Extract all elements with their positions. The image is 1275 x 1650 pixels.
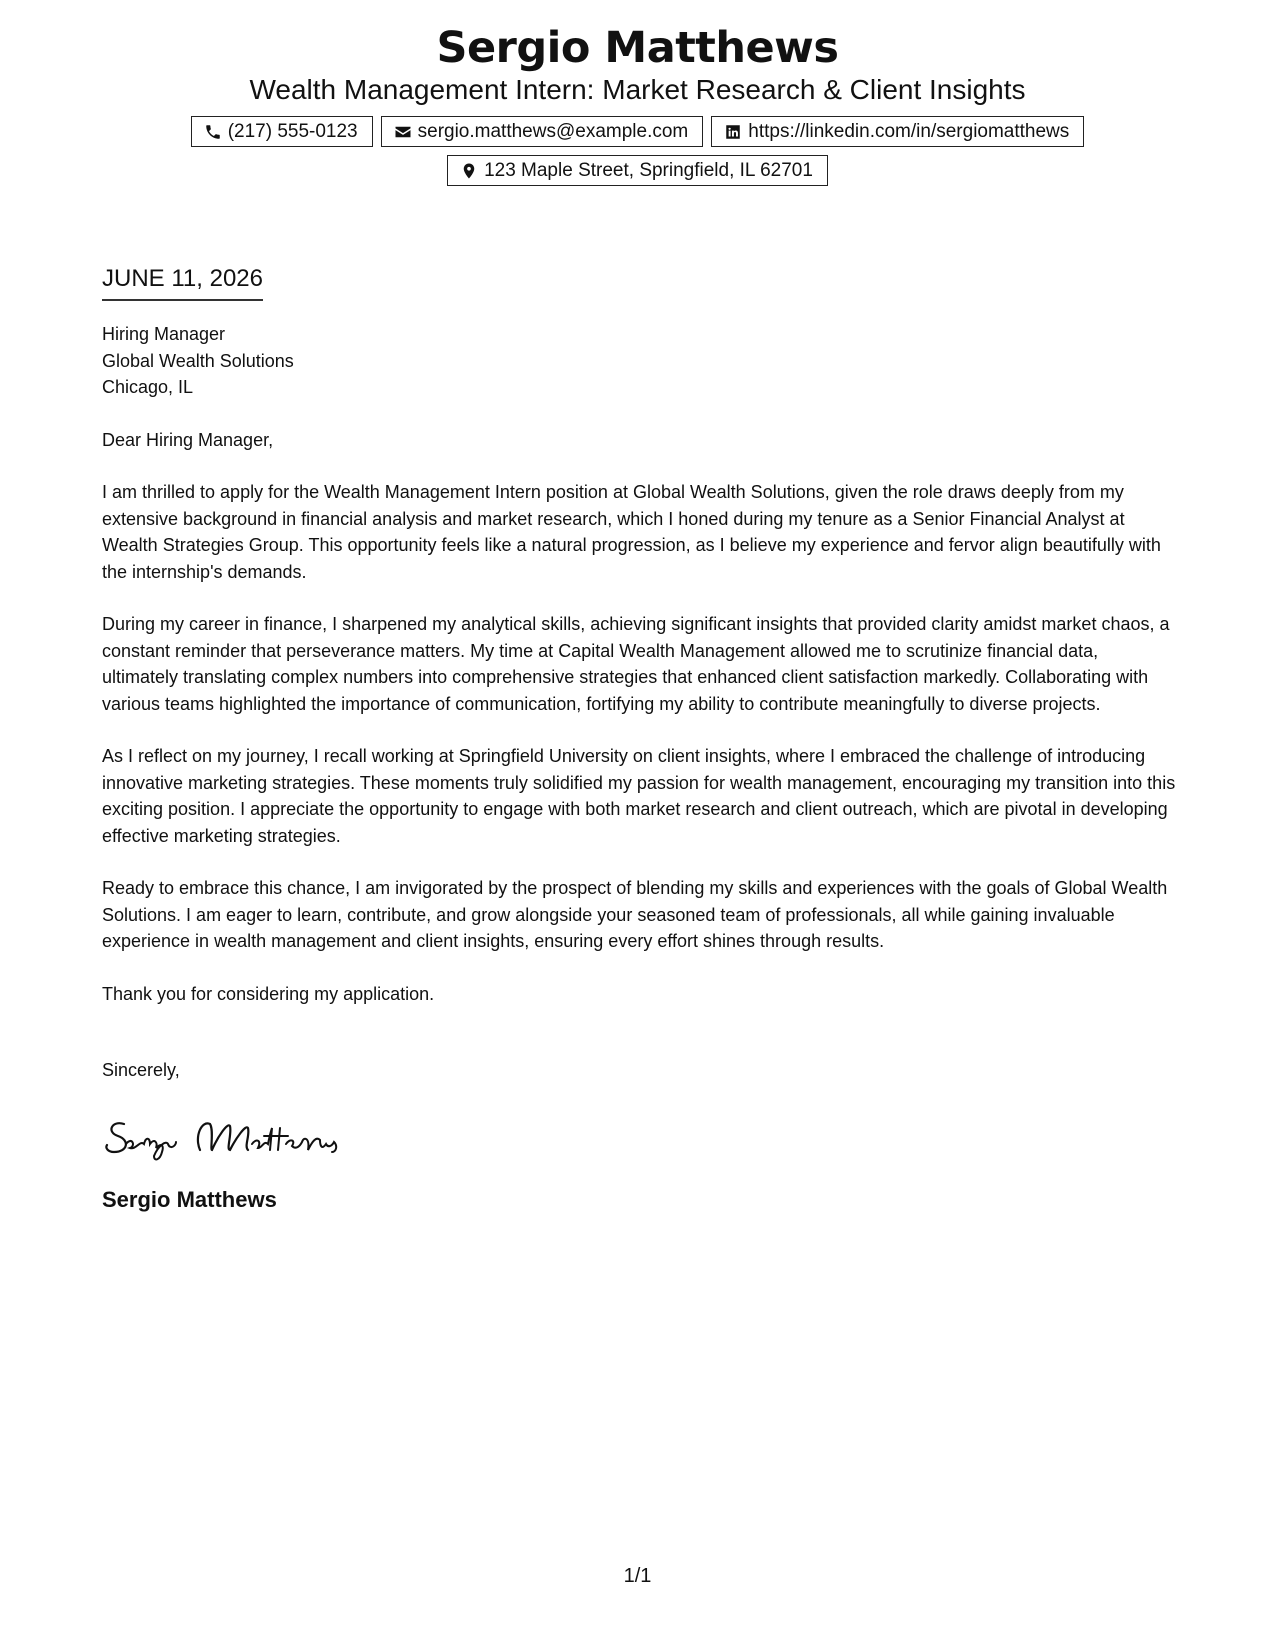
paragraph-2: During my career in finance, I sharpened my analytical skills, achieving significant insights that provided clarity amidst market chaos, a constant reminder that perseverance matters. My time at Capital Wealth Management allowed me to scrutinize financial data, ultimately translating complex numbers into comprehensive strategies that enhanced client satisfaction markedly. Collaborating with various teams highlighted the importance of communication, fortifying my ability to contribute meaningfully to diverse projects.: [102, 614, 1170, 714]
recipient-block: [102, 321, 1177, 401]
paragraph-1: I am thrilled to apply for the Wealth Management Intern position at Global Wealth Solutions, given the role draws deeply from my extensive background in financial analysis and market research, which I honed during my tenure as a Senior Financial Analyst at Wealth Strategies Group. This opportunity feels like a natural progression, as I believe my experience and fervor align beautifully with the internship's demands.: [102, 482, 1161, 582]
email-text: sergio.matthews@example.com: [417, 121, 689, 142]
phone-text: (217) 555-0123: [227, 121, 358, 142]
salutation: Dear Hiring Manager,: [102, 429, 274, 450]
linkedin-text: https://linkedin.com/in/sergiomatthews: [748, 121, 1070, 142]
linkedin-icon: [724, 123, 742, 141]
applicant-name: Sergio Matthews: [436, 23, 839, 73]
paragraph-4: Ready to embrace this chance, I am invigorated by the prospect of blending my skills and experiences with the goals of Global Wealth Solutions. I am eager to learn, contribute, and grow alongside your seasoned team of professionals, all while gaining invaluable experience in wealth management and client insights, ensuring every effort shines through results.: [102, 878, 1168, 951]
signer-name: Sergio Matthews: [102, 1186, 277, 1212]
map-marker-icon: [460, 162, 478, 180]
letter-body: [102, 264, 1177, 1214]
contact-info: [138, 116, 1138, 186]
closing: Sincerely,: [102, 1060, 180, 1080]
envelope-icon: [394, 123, 412, 141]
phone-icon: [204, 123, 222, 141]
contact-phone[interactable]: [191, 116, 373, 147]
letter-date: JUNE 11, 2026: [102, 264, 263, 301]
recipient-title: Hiring Manager: [102, 324, 226, 344]
contact-linkedin[interactable]: [711, 116, 1084, 147]
paragraph-3: As I reflect on my journey, I recall working at Springfield University on client insights, where I embraced the challenge of introducing innovative marketing strategies. These moments truly solidified my passion for wealth management, encouraging my transition into this exciting position. I appreciate the opportunity to engage with both market research and client outreach, which are pivotal in developing effective marketing strategies.: [102, 746, 1176, 846]
address-text: 123 Maple Street, Springfield, IL 62701: [484, 160, 813, 181]
contact-email[interactable]: [381, 116, 704, 147]
paragraph-thanks: Thank you for considering my application.: [102, 983, 435, 1004]
recipient-location: Chicago, IL: [102, 377, 194, 397]
handwritten-signature: [102, 1106, 1177, 1166]
recipient-company: Global Wealth Solutions: [102, 350, 294, 371]
contact-address: [447, 155, 828, 186]
letter-header: [0, 0, 1275, 186]
applicant-headline: Wealth Management Intern: Market Research & Client Insights: [249, 74, 1026, 105]
page-number: 1/1: [623, 1565, 652, 1587]
